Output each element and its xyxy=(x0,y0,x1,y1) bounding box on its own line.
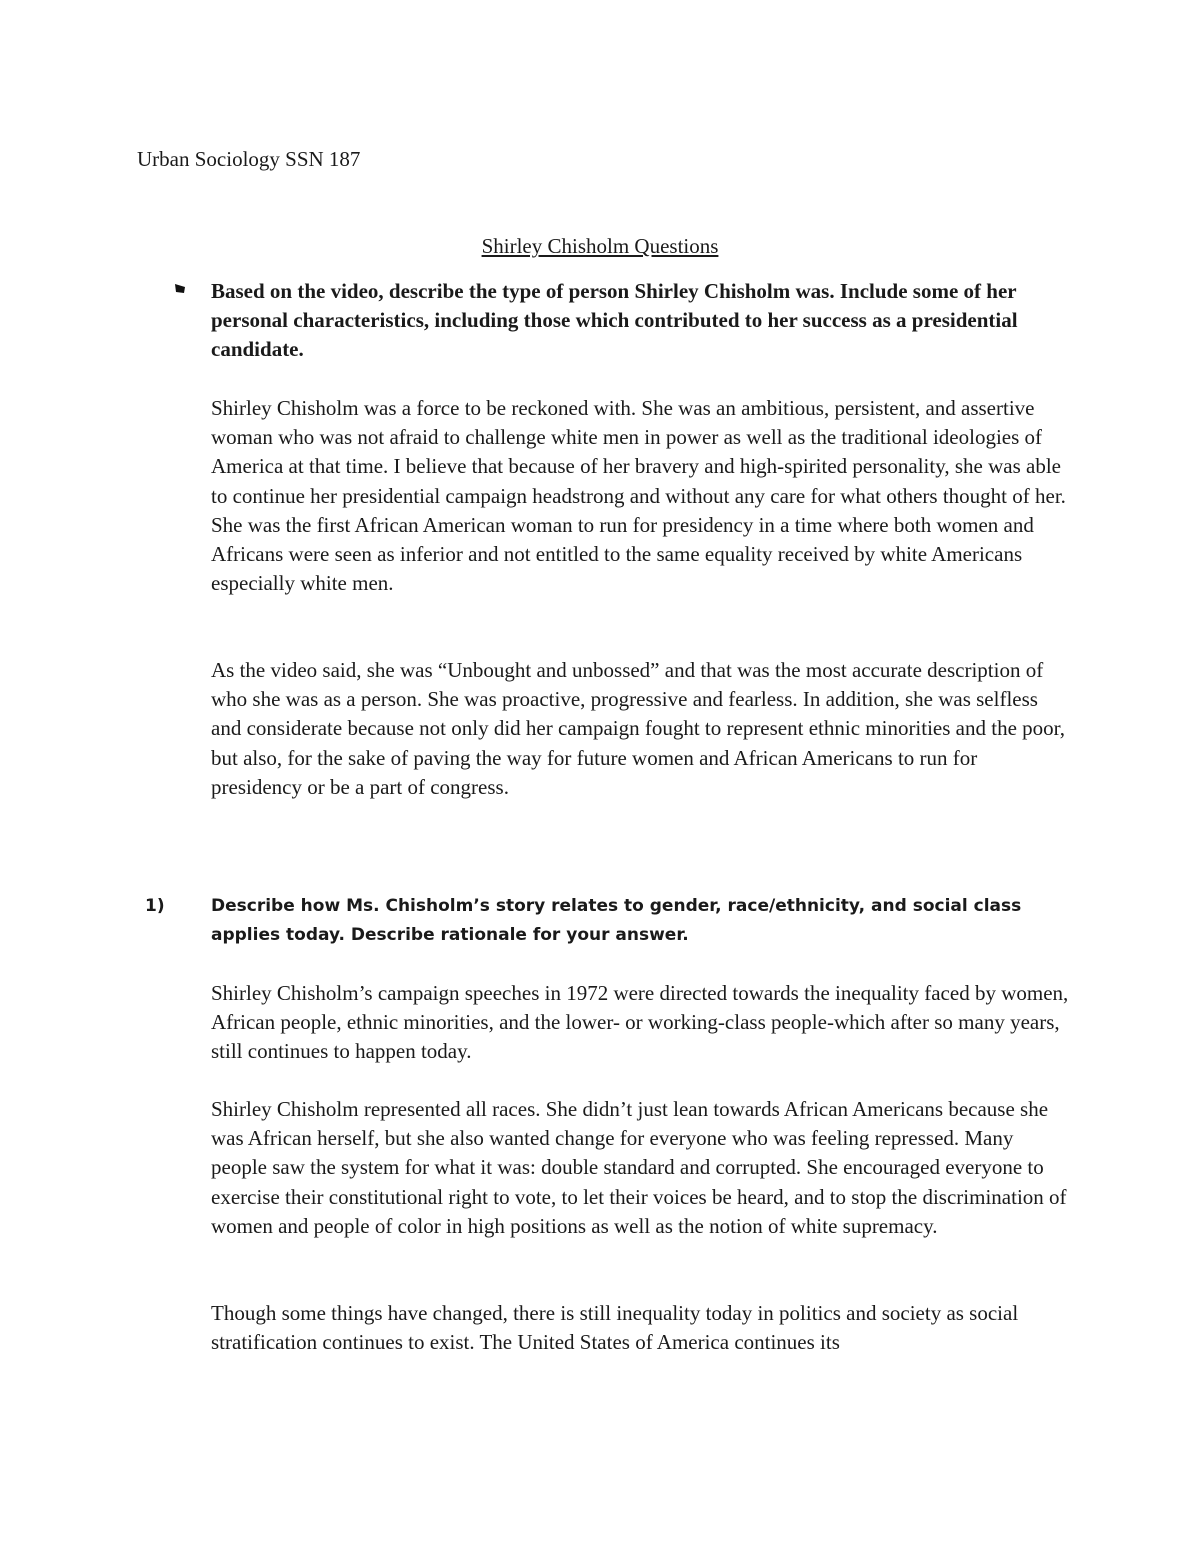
question-2-answer-paragraph-1: Shirley Chisholm’s campaign speeches in 1972 were directed towards the inequality faced by women, African people, ethnic minorities, and the lower- or working-class people-which after so many years, still continues to happen today. xyxy=(211,981,1069,1064)
course-title: Urban Sociology SSN 187 xyxy=(137,147,361,171)
arrowhead-bullet-icon xyxy=(174,282,186,294)
question-2-number: 1) xyxy=(145,896,165,916)
question-2-answer-paragraph-3: Though some things have changed, there is still inequality today in politics and society as social stratification continues to exist. The United States of America continues its xyxy=(211,1301,1019,1355)
question-2-prompt: Describe how Ms. Chisholm’s story relates to gender, race/ethnicity, and social class applies today. Describe rationale for your answer. xyxy=(211,896,1022,945)
document-title: Shirley Chisholm Questions xyxy=(481,234,719,258)
question-1-prompt: Based on the video, describe the type of person Shirley Chisholm was. Include some of her personal characteristics, including those which contributed to her success as a presidential candidate. xyxy=(211,279,1018,361)
question-1-answer-paragraph-2: As the video said, she was “Unbought and unbossed” and that was the most accurate description of who she was as a person. She was proactive, progressive and fearless. In addition, she was selfless and considerate because not only did her campaign fought to represent ethnic minorities and the poor, but also, for the sake of paving the way for future women and African Americans to run for presidency or be a part of congress. xyxy=(211,658,1066,799)
question-1-answer-paragraph-1: Shirley Chisholm was a force to be reckoned with. She was an ambitious, persistent, and assertive woman who was not afraid to challenge white men in power as well as the traditional ideologies of America at that time. I believe that because of her bravery and high-spirited personality, she was able to continue her presidential campaign headstrong and without any care for what others thought of her. She was the first African American woman to run for presidency in a time where both women and Africans were seen as inferior and not entitled to the same equality received by white Americans especially white men. xyxy=(211,396,1066,596)
question-2-answer-paragraph-2: Shirley Chisholm represented all races. She didn’t just lean towards African Americans because she was African herself, but she also wanted change for everyone who was feeling repressed. Many people saw the system for what it was: double standard and corrupted. She encouraged everyone to exercise their constitutional right to vote, to let their voices be heard, and to stop the discrimination of women and people of color in high positions as well as the notion of white supremacy. xyxy=(211,1097,1067,1238)
